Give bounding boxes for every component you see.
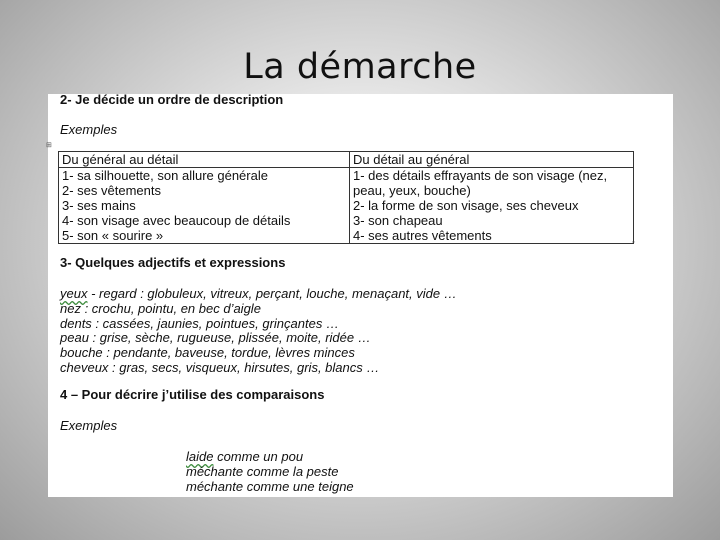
section2-examples-label: Exemples (60, 122, 118, 137)
list-item: 4- ses autres vêtements (353, 228, 492, 243)
list-item: 2- ses vêtements (62, 183, 161, 198)
comparisons-list (186, 449, 354, 494)
adjectives-list (60, 287, 457, 376)
list-item: 3- son chapeau (353, 213, 443, 228)
table-row (59, 168, 634, 244)
section2-heading: 2- Je décide un ordre de description (60, 92, 284, 107)
table-header-detail: Du détail au général (350, 152, 634, 168)
table-cell-left (59, 168, 350, 244)
list-item: laide comme un pou (186, 449, 304, 464)
list-item: méchante comme la peste (186, 464, 339, 479)
list-item: cheveux : gras, secs, visqueux, hirsutes, gris, blancs … (60, 359, 380, 375)
list-item: 1- sa silhouette, son allure générale (62, 168, 268, 183)
table-header-row (59, 152, 634, 168)
table-resize-handle-icon: ▫ (632, 239, 635, 246)
list-item: 1- des détails effrayants de son visage (nez, peau, yeux, bouche) (353, 168, 608, 198)
section4-heading: 4 – Pour décrire j’utilise des comparaisons (60, 387, 325, 402)
description-order-table (58, 151, 634, 244)
list-item: méchante comme une teigne (186, 479, 354, 494)
list-item: 2- la forme de son visage, ses cheveux (353, 198, 579, 213)
table-cell-right (350, 168, 634, 244)
table-move-handle-icon: ⊞ (46, 142, 52, 149)
slide-title: La démarche (243, 47, 477, 87)
document-page (48, 94, 673, 497)
list-item: peau : grise, sèche, rugueuse, plissée, moite, ridée … (60, 330, 371, 346)
list-item: dents : cassées, jaunies, pointues, grinçantes … (60, 315, 339, 331)
list-item: yeux - regard : globuleux, vitreux, perçant, louche, menaçant, vide … (60, 286, 457, 301)
list-item: 5- son « sourire » (62, 228, 164, 243)
list-item: bouche : pendante, baveuse, tordue, lèvres minces (60, 345, 355, 361)
table-header-general: Du général au détail (59, 152, 350, 168)
section4-examples-label: Exemples (60, 418, 118, 433)
list-item: nez : crochu, pointu, en bec d’aigle (60, 300, 261, 316)
list-item: 3- ses mains (62, 198, 136, 213)
list-item: 4- son visage avec beaucoup de détails (62, 213, 291, 228)
section3-heading: 3- Quelques adjectifs et expressions (60, 255, 286, 270)
